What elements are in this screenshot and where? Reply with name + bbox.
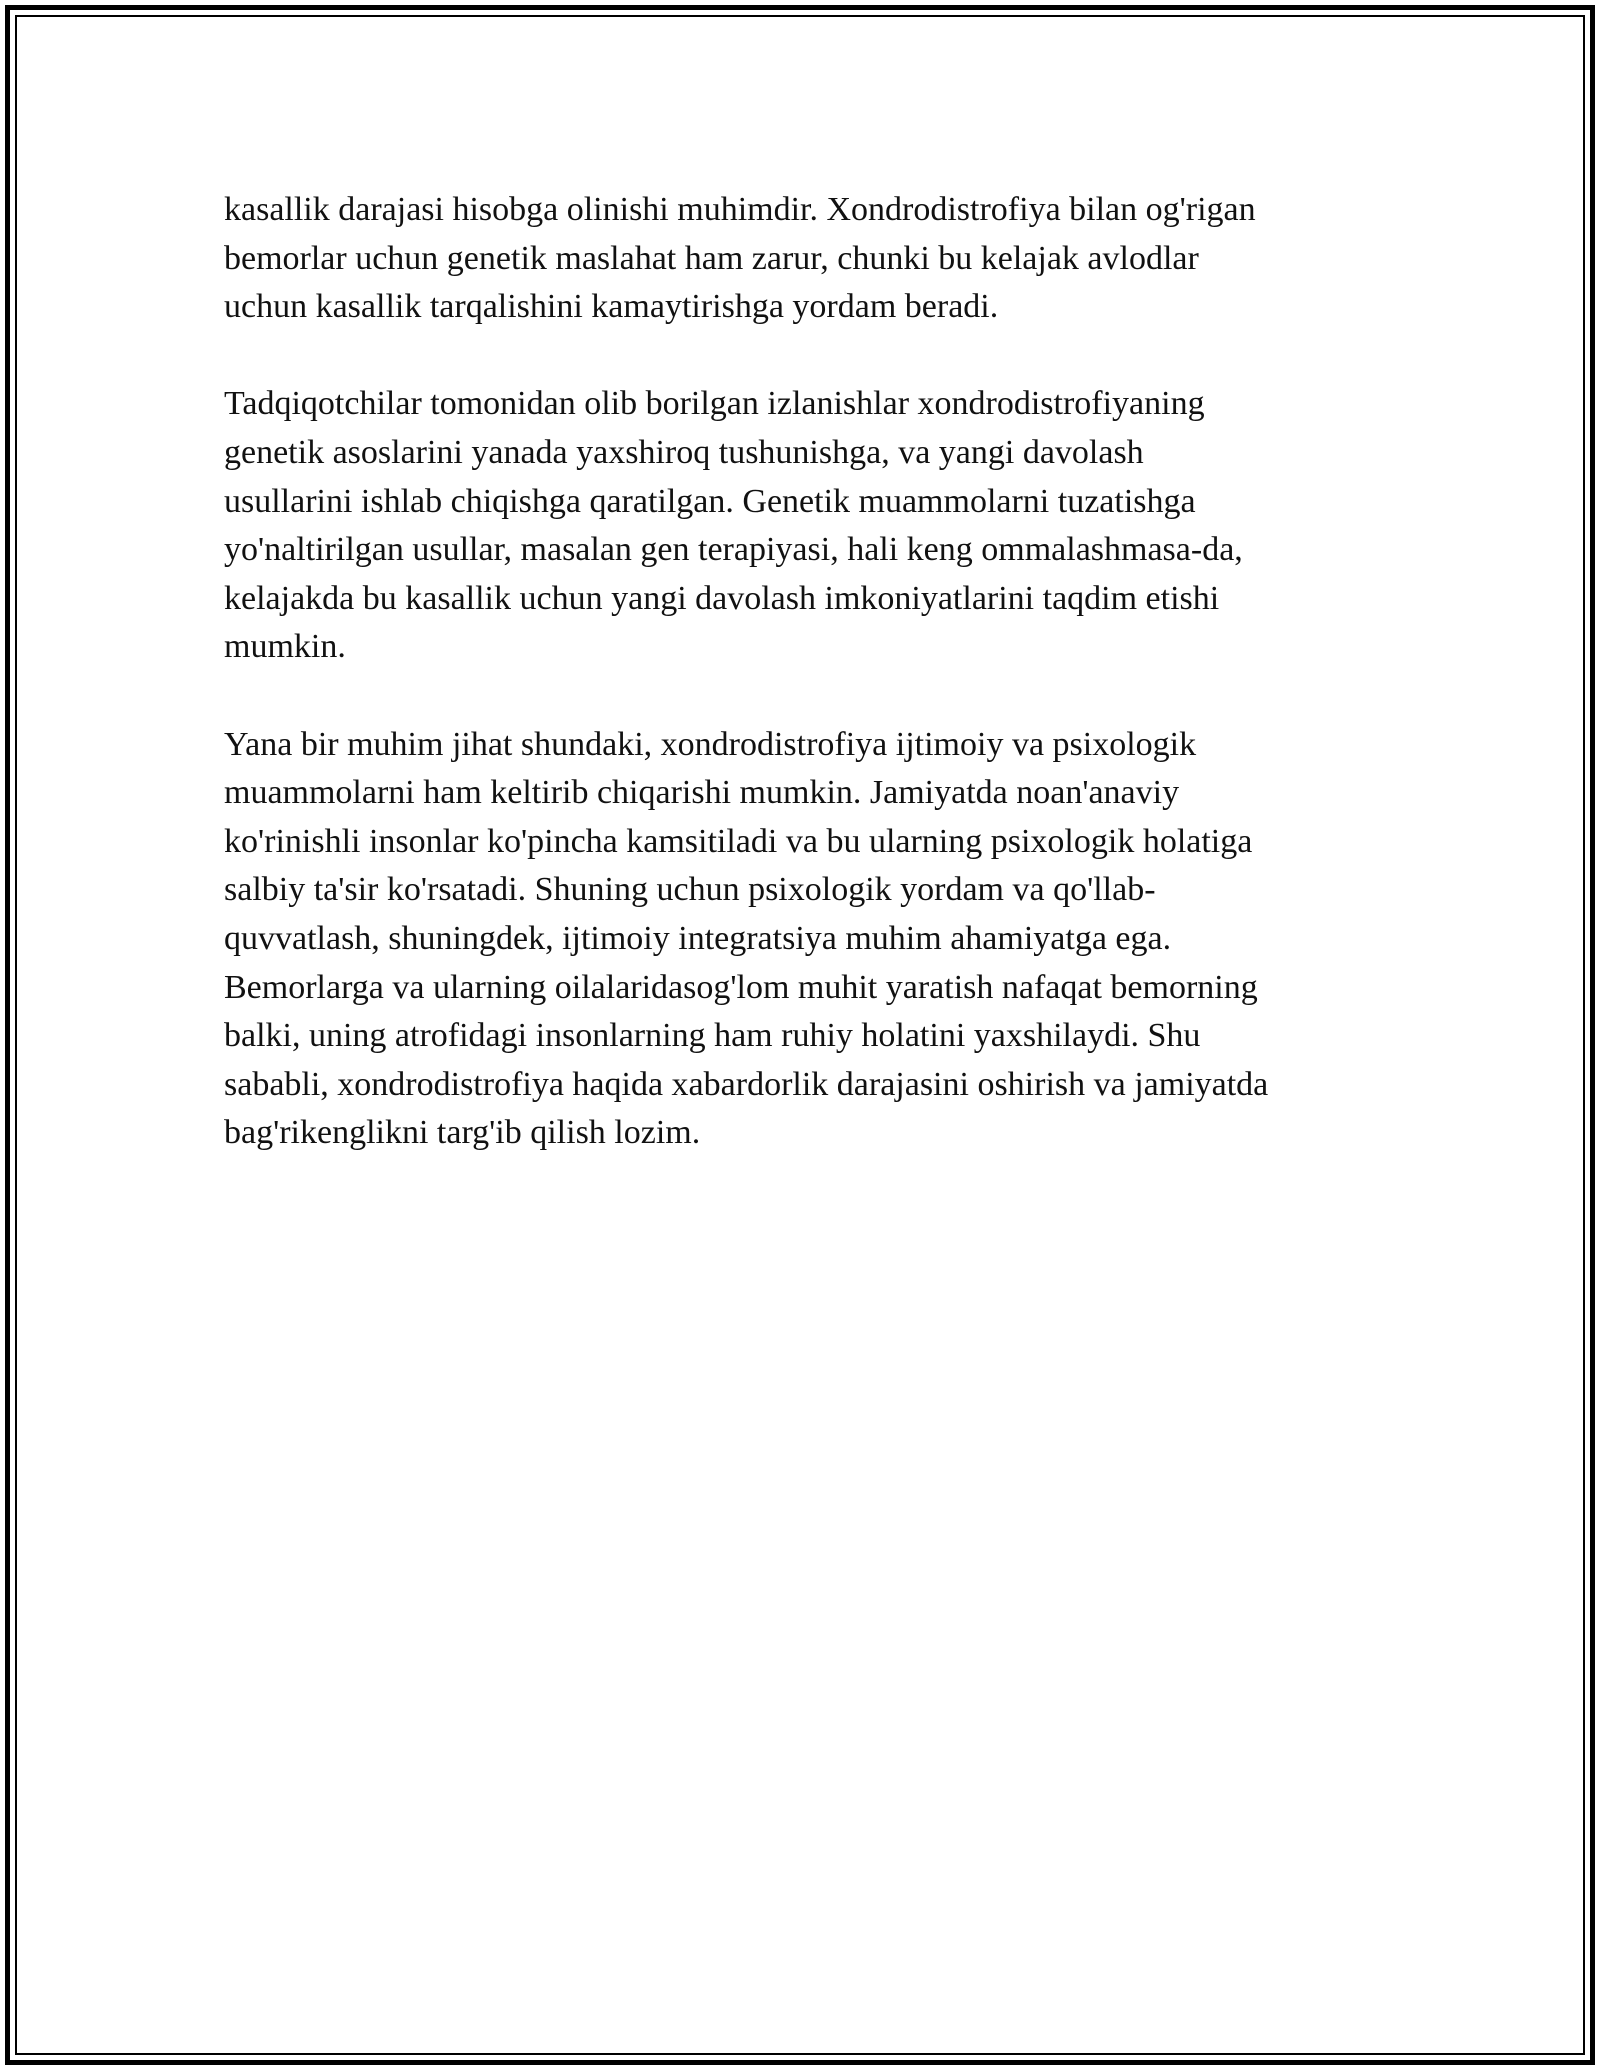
paragraph-line: Yana bir muhim jihat shundaki, xondrodistrofiya ijtimoiy va psixologik	[224, 725, 1197, 763]
paragraph-line: balki, uning atrofidagi insonlarning ham ruhiy holatini yaxshilaydi. Shu	[224, 1017, 1201, 1055]
paragraph-line: kasallik darajasi hisobga olinishi muhimdir. Xondrodistrofiya bilan og'rigan	[224, 191, 1256, 228]
paragraph-line: uchun kasallik tarqalishini kamaytirishga yordam beradi.	[224, 288, 999, 326]
paragraph-line: yo'naltirilgan usullar, masalan gen terapiyasi, hali keng ommalashmasa-da,	[224, 531, 1243, 569]
paragraph-line: muammolarni ham keltirib chiqarishi mumkin. Jamiyatda noan'anaviy	[224, 774, 1180, 812]
paragraph-line: sababli, xondrodistrofiya haqida xabardorlik darajasini oshirish va jamiyatda	[224, 1065, 1269, 1103]
paragraph-1	[224, 186, 1384, 332]
paragraph-3	[224, 721, 1384, 1158]
paragraph-line: genetik asoslarini yanada yaxshiroq tushunishga, va yangi davolash	[224, 433, 1144, 471]
document-body	[224, 186, 1384, 1206]
paragraph-line: ko'rinishli insonlar ko'pincha kamsitiladi va bu ularning psixologik holatiga	[224, 822, 1253, 860]
paragraph-line: bag'rikenglikni targ'ib qilish lozim.	[224, 1114, 701, 1152]
paragraph-line: mumkin.	[224, 628, 346, 666]
paragraph-line: Bemorlarga va ularning oilalaridasog'lom muhit yaratish nafaqat bemorning	[224, 968, 1258, 1006]
paragraph-line: Tadqiqotchilar tomonidan olib borilgan izlanishlar xondrodistrofiyaning	[224, 385, 1205, 423]
paragraph-line: quvvatlash, shuningdek, ijtimoiy integratsiya muhim ahamiyatga ega.	[224, 919, 1172, 957]
paragraph-line: salbiy ta'sir ko'rsatadi. Shuning uchun psixologik yordam va qo'llab-	[224, 871, 1156, 909]
paragraph-line: kelajakda bu kasallik uchun yangi davolash imkoniyatlarini taqdim etishi	[224, 579, 1220, 617]
paragraph-line: usullarini ishlab chiqishga qaratilgan. Genetik muammolarni tuzatishga	[224, 482, 1196, 520]
paragraph-2	[224, 380, 1384, 672]
paragraph-line: bemorlar uchun genetik maslahat ham zarur, chunki bu kelajak avlodlar	[224, 239, 1199, 277]
